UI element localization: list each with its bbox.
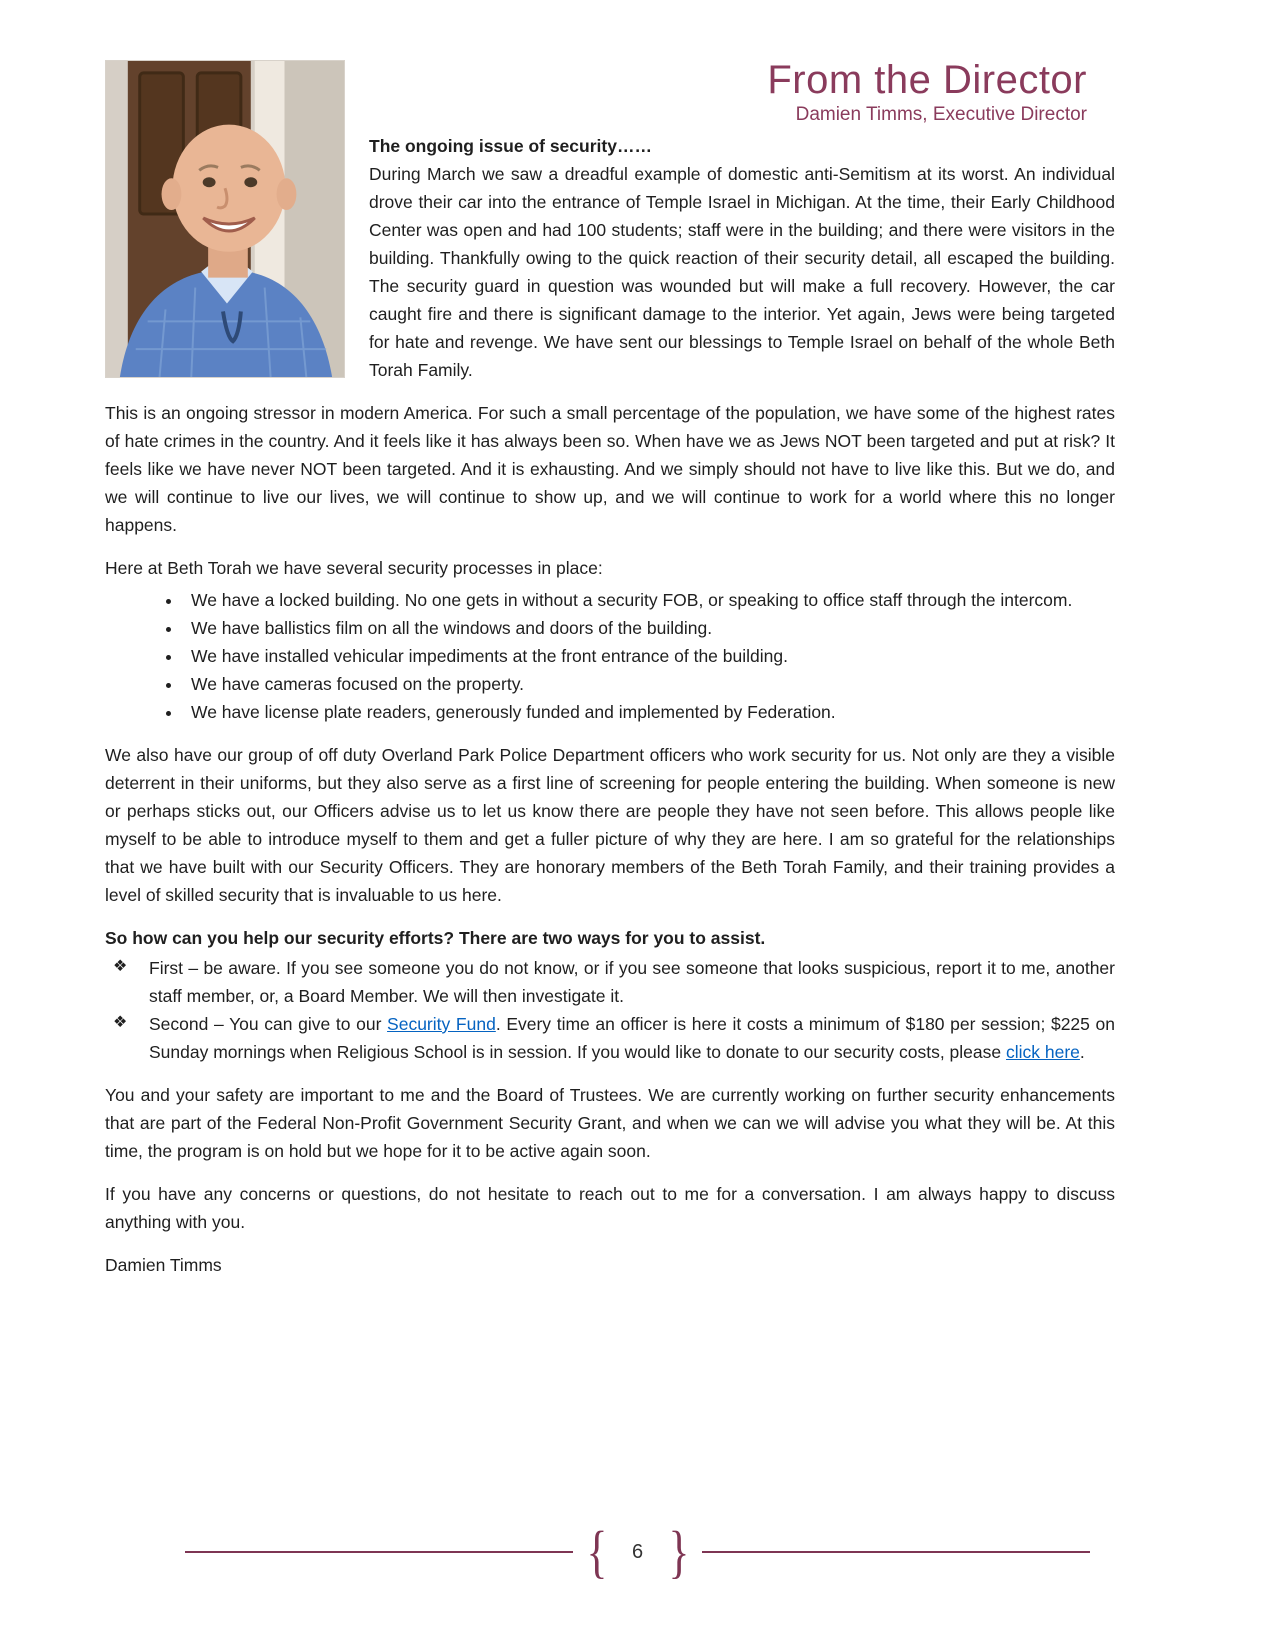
page-subtitle: Damien Timms, Executive Director <box>795 104 1087 125</box>
paragraph-processes-intro: Here at Beth Torah we have several security processes in place: <box>105 558 603 578</box>
footer-bracket-left-icon: { <box>586 1519 608 1584</box>
assist-item-text: First – be aware. If you see someone you do not know, or if you see someone that looks suspicious, report it to me, another staff member, or, a Board Member. We will then investigate it. <box>149 958 1115 1006</box>
list-item: • We have installed vehicular impediments at the front entrance of the building. <box>183 642 1115 670</box>
list-item: • We have cameras focused on the property. <box>183 670 1115 698</box>
paragraph-contact: If you have any concerns or questions, do not hesitate to reach out to me for a conversation. I am always happy to discuss anything with you. <box>105 1184 1115 1232</box>
assist-list <box>105 954 1115 1066</box>
signature: Damien Timms <box>105 1255 222 1275</box>
help-heading: So how can you help our security efforts? There are two ways for you to assist. <box>105 928 766 948</box>
page-title: From the Director <box>767 58 1087 102</box>
list-item: • We have license plate readers, generously funded and implemented by Federation. <box>183 698 1115 726</box>
paragraph-safety: You and your safety are important to me and the Board of Trustees. We are currently working on further security enhancements that are part of the Federal Non-Profit Government Security Grant, and when we can we will advise you what they will be. At this time, the program is on hold but we hope for it to be active again soon. <box>105 1085 1115 1161</box>
paragraph-stressor: This is an ongoing stressor in modern America. For such a small percentage of the population, we have some of the highest rates of hate crimes in the country. And it feels like it has always been so. When have we as Jews NOT been targeted and put at risk? It feels like we have never NOT been targeted. And it is exhausting. And we simply should not have to live like this. But we do, and we will continue to live our lives, we will continue to show up, and we will continue to work for a world where this no longer happens. <box>105 403 1115 535</box>
page-footer <box>185 1519 1090 1584</box>
footer-rule-left <box>185 1551 573 1553</box>
security-processes-list <box>105 586 1115 726</box>
director-photo <box>105 60 345 378</box>
assist-item-text: . Every time an officer is here it costs a minimum of $180 per session; $225 on Sunday mornings when Religious School is in session. If you would like to donate to our security costs, please <box>149 1014 1116 1062</box>
paragraph-officers: We also have our group of off duty Overland Park Police Department officers who work security for us. Not only are they a visible deterrent in their uniforms, but they also serve as a first line of screening for people entering the building. When someone is new or perhaps sticks out, our Officers advise us to let us know there are people they have not seen before. This allows people like myself to be able to introduce myself to them and get a fuller picture of why they are here. I am so grateful for the relationships that we have built with our Security Officers. They are honorary members of the Beth Torah Family, and their training provides a level of skilled security that is invaluable to us here. <box>105 745 1115 905</box>
list-item <box>113 954 1115 1010</box>
lead-heading: The ongoing issue of security…… <box>369 136 652 156</box>
assist-item-text: . <box>1079 1042 1085 1062</box>
list-item: • We have a locked building. No one gets in without a security FOB, or speaking to office staff through the intercom. <box>183 586 1115 614</box>
footer-bracket-right-icon: } <box>667 1519 689 1584</box>
page-number: 6 <box>631 1540 644 1563</box>
assist-item-text: Second – You can give to our <box>149 1014 388 1034</box>
click-here-link[interactable]: click here <box>1006 1042 1080 1062</box>
director-photo-illustration <box>106 61 344 377</box>
footer-rule-right <box>702 1551 1090 1553</box>
paragraph-incident: During March we saw a dreadful example of domestic anti-Semitism at its worst. An individual drove their car into the entrance of Temple Israel in Michigan. At the time, their Early Childhood Center was open and had 100 students; staff were in the building; and there were visitors in the building. Thankfully owing to the quick reaction of their security detail, all escaped the building. The security guard in question was wounded but will make a full recovery. However, the car caught fire and there is significant damage to the interior. Yet again, Jews were being targeted for hate and revenge. We have sent our blessings to Temple Israel on behalf of the whole Beth Torah Family. <box>369 164 1115 380</box>
security-fund-link[interactable]: Security Fund <box>387 1014 496 1034</box>
list-item <box>113 1010 1115 1066</box>
list-item: • We have ballistics film on all the windows and doors of the building. <box>183 614 1115 642</box>
